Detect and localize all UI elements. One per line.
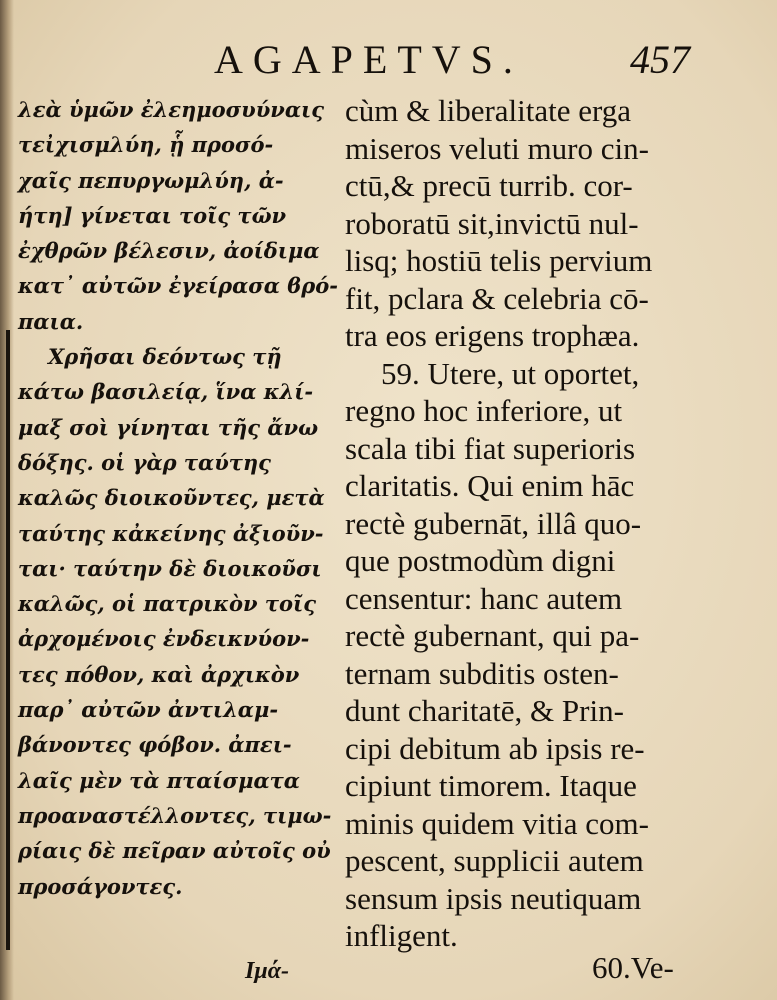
page-number: 457	[630, 37, 690, 82]
greek-line: τεἰχισμλύη, ᾗ προσό-	[18, 132, 274, 158]
greek-column	[18, 92, 338, 904]
greek-line: ται· ταύτην δὲ διοικοῦσι	[18, 555, 322, 581]
latin-line: tra eos erigens trophæa.	[345, 318, 640, 353]
latin-line: cùm & liberalitate erga	[345, 93, 632, 128]
latin-line: scala tibi fiat superioris	[345, 430, 636, 466]
latin-line: ternam subditis osten-	[345, 655, 619, 691]
greek-line: προαναστέλλοντες, τιμω-	[18, 802, 332, 828]
greek-line: παρ᾽ αὐτῶν ἀντιλαμ-	[18, 697, 279, 723]
greek-line: ἐχθρῶν βέλεσιν, ἀοίδιμα	[18, 238, 320, 264]
latin-line: minis quidem vitia com-	[345, 805, 649, 841]
greek-line: χαῖς πεπυργωμλύη, ἀ-	[18, 167, 284, 193]
latin-line: lisq; hostiū telis pervium	[345, 243, 653, 278]
greek-line: λαῖς μὲν τὰ πταίσματα	[18, 767, 300, 793]
greek-line: κάτω βασιλείᾳ, ἵνα κλί-	[18, 379, 314, 405]
latin-line: rectè gubernāt, illâ quo-	[345, 505, 642, 541]
latin-column	[345, 92, 765, 955]
greek-line: κατ᾽ αὐτῶν ἐγείρασα ϐρό-	[18, 273, 338, 299]
greek-line: παια.	[18, 308, 84, 334]
latin-line: regno hoc inferiore, ut	[345, 393, 623, 428]
greek-line: τες πόθον, καὶ ἀρχικὸν	[18, 661, 300, 687]
greek-line: ταύτης κἀκείνης ἀξιοῦν-	[18, 520, 324, 546]
latin-line: roboratū sit,invictū nul-	[345, 205, 639, 241]
greek-line: καλῶς διοικοῦντες, μετὰ	[18, 485, 325, 511]
latin-line: infligent.	[345, 918, 458, 953]
greek-catchword: Ιμά-	[245, 958, 289, 984]
latin-line: pescent, supplicii autem	[345, 843, 644, 878]
greek-line: καλῶς, οἱ πατρικὸν τοῖς	[18, 591, 317, 617]
latin-line: cipi debitum ab ipsis re-	[345, 730, 645, 766]
greek-line: ρίαις δὲ πεῖραν αὐτοῖς οὐ	[18, 838, 331, 864]
latin-line: que postmodùm digni	[345, 543, 616, 578]
latin-line: miseros veluti muro cin-	[345, 130, 649, 166]
greek-line: βάνοντες φόβον. ἀπει-	[18, 732, 292, 758]
greek-line: ήτη] γίνεται τοῖς τῶν	[18, 202, 287, 228]
binding-edge	[6, 330, 10, 950]
latin-line: claritatis. Qui enim hāc	[345, 468, 635, 503]
latin-line: dunt charitatē, & Prin-	[345, 693, 624, 728]
running-head: AGAPETVS.	[214, 37, 523, 82]
greek-line: Χρῆσαι δεόντως τῇ	[48, 344, 282, 370]
greek-line: μαξ σοὶ γίνηται τῆς ἄνω	[18, 414, 319, 440]
greek-line: ἀρχομένοις ἐνδεικνύον-	[18, 626, 310, 652]
greek-line: προσάγοντες.	[18, 873, 183, 899]
greek-line: λεὰ ὑμῶν ἐλεημοσυύναις	[18, 97, 324, 122]
latin-catchword: 60.Ve-	[592, 950, 674, 985]
latin-line: sensum ipsis neutiquam	[345, 880, 642, 916]
greek-line: δόξης. οἱ γὰρ ταύτης	[18, 449, 271, 475]
latin-line: fit, pclara & celebria cō-	[345, 280, 649, 316]
latin-line: cipiunt timorem. Itaque	[345, 768, 637, 803]
page-header	[0, 32, 777, 92]
latin-line: 59. Utere, ut oportet,	[381, 355, 640, 391]
latin-line: rectè gubernant, qui pa-	[345, 618, 640, 653]
latin-line: censentur: hanc autem	[345, 580, 623, 616]
latin-line: ctū,& precū turrib. cor-	[345, 168, 633, 203]
